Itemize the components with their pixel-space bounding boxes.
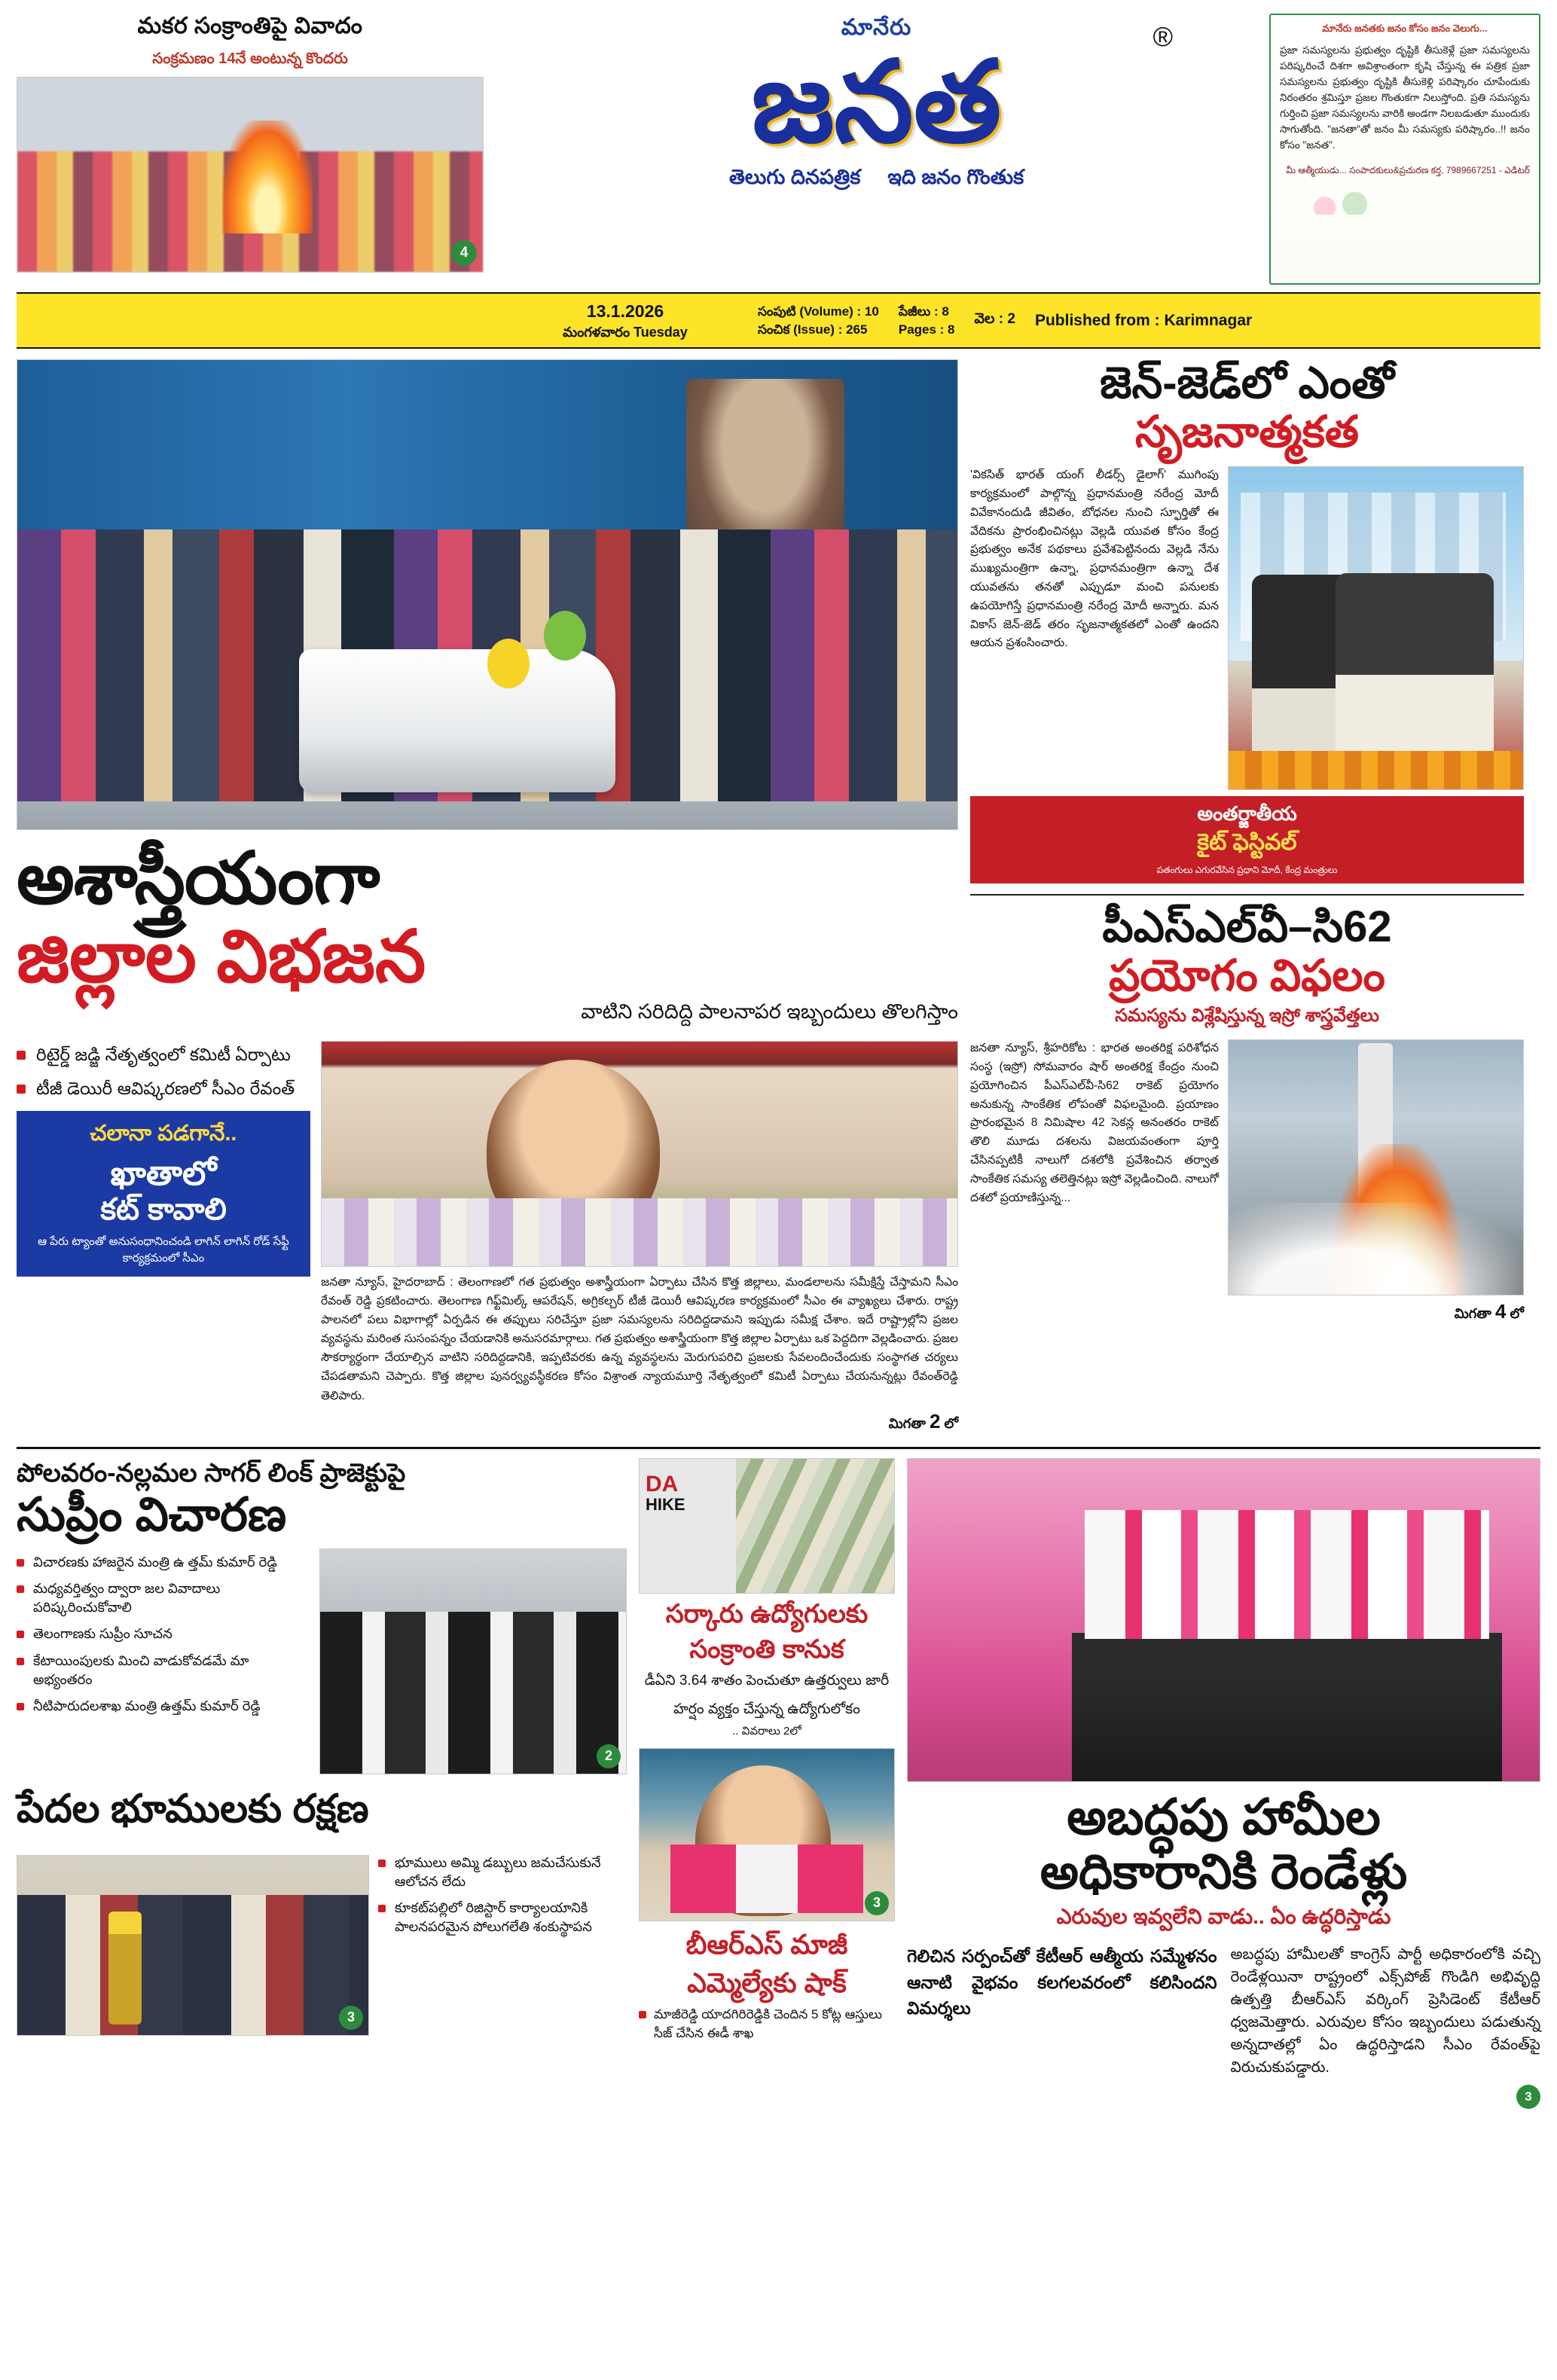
polavaram-headline: సుప్రీం విచారణ	[17, 1488, 287, 1541]
lead-story-column	[17, 359, 958, 1434]
list-item: కేటాయింపులకు మించి వాడుకోవడమే మా అభ్యంతరం	[17, 1652, 310, 1689]
genz-body-row	[970, 466, 1524, 790]
logo-top-word: మానేరు	[841, 15, 912, 40]
issue-date: 13.1.2026	[586, 301, 664, 321]
da-headline-line1: సర్కారు ఉద్యోగులకు	[665, 1599, 869, 1628]
issue-day: మంగళవారం Tuesday	[563, 325, 688, 340]
da-headline-line2: సంక్రాంతి కానుక	[689, 1635, 844, 1664]
balloon-yellow-icon	[487, 639, 530, 688]
land-protection-headline: పేదల భూములకు రక్షణ	[17, 1787, 369, 1831]
lead-subheadline: వాటిని సరిదిద్ది పాలనాపర ఇబ్బందులు తొలగిస్తాం	[581, 999, 958, 1023]
continuation-label: మిగతా	[888, 1415, 926, 1431]
ktr-subheadline: ఎరువుల ఇవ్వలేని వాడు.. ఏం ఉద్ధరిస్తాడు	[1056, 1905, 1391, 1929]
list-item: తెలంగాణకు సుప్రీం సూచన	[17, 1625, 310, 1643]
floral-decoration-icon	[1280, 180, 1530, 215]
masthead-logo-block	[491, 14, 1262, 194]
balloon-green-icon	[544, 611, 586, 661]
lead-article-text: జనతా న్యూస్, హైదరాబాద్ : తెలంగాణలో గత ప్రభుత్వం అశాస్త్రీయంగా ఏర్పాటు చేసిన కొత్త జిల్లాలు, మండలాలను సమీక్షిస్తే చేస్తామని సీఎం రేవంత్ రెడ్డి ప్రకటించారు. తెలంగాణ గిఫ్ట్‌మిల్క్ ఆపరేషన్, అగ్రికల్చర్ టీజీ డెయిరీ ఆవిష్కరణ కార్యక్రమంలో సీఎం ఈ వ్యాఖ్యలు చేశారు. రాష్ట్ర పాలనలో పలు విభాగాల్లో ఏర్పడిన ఈ తప్పులు సరిచేస్తూ ప్రజా సమస్యలను సరిదిద్దడామని ఇప్పుడు సమీక్ష చేశాం. ఇదే రాష్ట్రాల్లోని ప్రజల వ్యవస్థను మరింత సుసంపన్నం చేయడానికి అనుసరమార్గాలు. గత ప్రభుత్వం అశాస్త్రీయంగా కొత్త జిల్లాల ఏర్పాటు ఒక పెద్దదిగా వెల్లడించారు. ప్రజల సౌకర్యార్థంగా చేయాల్సిన వాటిని సరిదిద్దడానికి, ఇప్పటివరకు ఉన్న వ్యవస్థలను మెరుగుపరిచి ప్రజలకు సేవలందించేందుకు సంస్థాగత చర్యలు చేపడతామని చెప్పారు. కొత్త జిల్లాల పునర్వ్యవస్థీకరణ కోసం విశ్రాంత న్యాయమూర్తి నేతృత్వంలో కమిటీ ఏర్పాటు చేయనున్నట్లు రేవంత్‌రెడ్డి తెలిపారు.	[321, 1275, 958, 1402]
issue-label: సంచిక (Issue) : 265	[758, 322, 868, 337]
scooter-shape	[299, 649, 615, 792]
lead-continuation	[321, 1410, 958, 1435]
marigold-garland-shape	[1229, 751, 1523, 789]
lead-article-block	[321, 1036, 958, 1435]
modi-kite-photo	[1228, 466, 1524, 790]
kite-banner-line2: కైట్ ఫెస్టివల్	[1197, 830, 1297, 856]
cm-speech-photo	[321, 1041, 958, 1267]
logo-main-word: జనత	[751, 41, 1002, 166]
pslv-continuation	[970, 1300, 1524, 1325]
page-ref-badge: 3	[339, 2006, 363, 2030]
volume-issue-block	[758, 303, 879, 339]
kite-banner-line1: అంతర్జాతీయ	[1197, 802, 1297, 825]
promo-line3: కట్ కావాలి	[100, 1192, 227, 1226]
attendees-shape	[17, 1895, 368, 2035]
polavaram-story	[17, 1458, 627, 2110]
page-ref-badge: 4	[451, 240, 477, 266]
polavaram-body-row	[17, 1549, 627, 1774]
ktr-headline-line2: అధికారానికి రెండేళ్లు	[1040, 1844, 1408, 1899]
issue-date-block	[512, 300, 738, 341]
price-label: వెల : 2	[974, 310, 1015, 327]
person-right-shape	[1336, 573, 1494, 777]
brs-headline-line1: బీఆర్ఎస్ మాజీ	[685, 1928, 848, 1960]
volume-label: సంపుటి (Volume) : 10	[758, 304, 879, 319]
main-content	[17, 359, 1540, 1434]
pslv-body-row	[970, 1039, 1524, 1295]
editor-note-box	[1269, 14, 1540, 285]
pslv-subheadline: సమస్యను విశ్లేషిస్తున్న ఇస్రో శాస్త్రవేత్తలు	[1115, 1005, 1379, 1027]
ceremonial-lamp-icon	[108, 1912, 142, 2025]
lead-bullet-list	[17, 1036, 310, 1435]
continuation-suffix: లో	[1510, 1306, 1524, 1322]
ktr-rally-photo	[907, 1458, 1540, 1782]
lawyers-shape	[320, 1612, 626, 1774]
pslv-headline-line2: ప్రయోగం విఫలం	[1109, 951, 1385, 1001]
page-ref-badge: 2	[597, 1744, 621, 1768]
pages-telugu: పేజీలు : 8	[898, 304, 949, 319]
list-item: రిటైర్డ్ జడ్జి నేతృత్వంలో కమిటీ ఏర్పాటు	[17, 1042, 310, 1067]
list-item: మధ్యవర్తిత్వం ద్వారా జల వివాదాలు పరిష్కరించుకోవాలి	[17, 1579, 310, 1617]
right-column	[970, 359, 1524, 1434]
lead-headline-line2: జిల్లాల విభజన	[17, 917, 426, 998]
da-logo-line1: DA	[646, 1471, 679, 1497]
editor-note-body: ప్రజా సమస్యలను ప్రభుత్వం దృష్టికి తీసుకెళ్లే ప్రజా సమస్యలను పరిష్కరించే దిశగా అవిశ్రాంతంగా కృషి చేస్తున్న ఈ పత్రిక ప్రజా సమస్యలను ప్రభుత్వం దృష్టికి తీసుకెళ్లి పరిష్కారం చూపేందుకు నిరంతరం శ్రమిస్తూ ప్రజల గొంతుకగా నిలుస్తోంది. ప్రతి సమస్యను గుర్తించి ప్రజా సమస్యలను వారికి అండగా నిలబడుతూ ముందుకు సాగుతోంది. "జనతా"తో జనం మీ సమస్యకు పరిష్కారం..!! జనం కోసం "జనత".	[1280, 44, 1530, 151]
editor-note-signature: మీ ఆత్మీయుడు... సంపాదకులు&ప్రచురణ కర్త, 7989667251 - ఎడిటర్	[1286, 165, 1530, 176]
ktr-right-text: అబద్ధపు హామీలతో కాంగ్రెస్ పార్టీ అధికారంలోకి వచ్చి రెండేళ్లయినా రాష్ట్రంలో ఎక్స్‌పోజ్ గొండిగి అభివృద్ధి ఉత్పత్తి బీఆర్ఎస్ వర్కింగ్ ప్రెసిడెంట్ కేటీఆర్ ధ్వజమెత్తారు. ఎరువుల కోసం ఇబ్బందులు పడుతున్న అన్నదాతల్లో ఏం ఉద్ధరిస్తాడని సీఎం రేవంత్‌పై విరుచుకుపడ్డారు.	[1230, 1946, 1540, 2076]
brs-bullet: మాజీరెడ్డి యాదగిరిరెడ్డికి చెందిన 5 కోట్ల ఆస్తులు సీజ్ చేసిన ఈడీ శాఖ	[639, 2006, 895, 2043]
brs-leader-photo	[639, 1748, 895, 1921]
campaign-vehicle-shape	[1072, 1633, 1502, 1781]
ktr-left-text: గెలిచిన సర్పంచ్‌తో కేటీఆర్ ఆత్మీయ సమ్మేళనం ఆనాటి వైభవం కలగలవరంలో కలిసిందని విమర్శలు	[907, 1946, 1217, 2018]
registered-trademark-icon: ®	[1152, 21, 1173, 52]
genz-headline-line2: సృజనాత్మకత	[1135, 407, 1359, 457]
da-more-details: .. వివరాలు 2లో	[732, 1724, 801, 1738]
polavaram-kicker: పోలవరం-నల్లమల సాగర్ లింక్ ప్రాజెక్టుపై	[17, 1458, 406, 1488]
da-hike-logo	[646, 1472, 685, 1514]
list-item: కూకట్‌పల్లిలో రిజిస్టార్ కార్యాలయానికి పాలనపరమైన పోలుగలేతి శంకుస్థాపన	[378, 1899, 627, 1936]
flame-shape	[222, 121, 313, 233]
genz-article-text: 'వికసిత్ భారత్ యంగ్ లీడర్స్ డైలాగ్' ముగింపు కార్యక్రమంలో పాల్గొన్న ప్రధానమంత్రి నరేంద్ర మోదీ వివేకానందుడి జీవితం, బోధనల నుంచి స్ఫూర్తితో ఈ వేదికను ప్రారంభించినట్లు వెల్లడి యువత కోసం కేంద్ర ప్రభుత్వం అనేక పథకాలు ప్రవేశపెట్టినందు వెల్లడి నేను ముఖ్యమంత్రిగా ఉన్నా, ప్రధానమంత్రిగా ఉన్నా దేశ యువతను తనతో ఎప్పుడూ మంచి పనులకు ఉపయోగిస్తే ప్రధానమంత్రి నరేంద్ర మోదీ అన్నారు. మన వికాస్ జెన్-జెడ్ తరం సృజనాత్మకతలో ఎంతో ఉందని ఆయన ప్రశంసించారు.	[970, 468, 1219, 650]
continuation-page: 2	[929, 1409, 941, 1433]
issue-info-bar	[17, 292, 1540, 349]
kite-festival-banner	[970, 796, 1524, 883]
polavaram-bullets	[17, 1553, 310, 1774]
masthead-subkicker: సంక్రమణం 14నే అంటున్న కొందరు	[152, 50, 348, 67]
lead-headline-line1: అశాస్త్రీయంగా	[17, 838, 380, 920]
brs-headline-line2: ఎమ్మెల్యేకు షాక్	[687, 1967, 847, 1998]
rocket-launch-photo	[1228, 1039, 1524, 1295]
da-subtext-2: హర్షం వ్యక్తం చేస్తున్న ఉద్యోగులోకం	[673, 1701, 860, 1718]
pages-block	[899, 303, 955, 339]
bhogi-bonfire-photo	[17, 77, 484, 273]
da-logo-line2: HIKE	[646, 1495, 685, 1515]
list-item: టీజీ డెయిరీ ఆవిష్కరణలో సీఎం రేవంత్	[17, 1076, 310, 1101]
page-ref-badge: 3	[865, 1891, 889, 1915]
masthead-left-story	[17, 14, 484, 273]
lawyers-photo	[319, 1549, 627, 1774]
list-item: నీటిపారుదలశాఖ మంత్రి ఉత్తమ్ కుమార్ రెడ్డి	[17, 1697, 310, 1716]
promo-line2: ఖాతాలో	[110, 1155, 217, 1193]
ktr-page-ref-row	[907, 2085, 1540, 2109]
pslv-headline-line1: పీఎస్ఎల్‌వీ–సి62	[1102, 902, 1392, 952]
published-from-label: Published from : Karimnagar	[1034, 311, 1253, 329]
pslv-article-text: జనతా న్యూస్, శ్రీహరికోట : భారత అంతరిక్ష పరిశోధన సంస్థ (ఇస్రో) సోమవారం షార్ అంతరిక్ష కేంద్రం నుంచి ప్రయోగించిన పీఎస్ఎల్‌వీ-సి62 రాకెట్ ప్రయోగం అనుకున్న సాంకేతిక లోపంతో విఫలమైంది. ప్రయాణం ప్రారంభమైన 8 నిమిషాల 42 సెకన్ల అనంతరం రాకెట్ తొలి మూడు దశలను విజయవంతంగా పూర్తి చేసినప్పటికీ నాలుగో దశలోకి ప్రవేశించిన తర్వాత సాంకేతిక సమస్య తలెత్తినట్లు ఇస్రో వెల్లడించింది. నాలుగో దశలో ప్రయాణిస్తున్న...	[970, 1042, 1219, 1204]
promo-caption: ఆ పేరు ట్యాంతో అనుసంధానించండి లాగిన్ లాగిన్ రోడ్ సేఫ్టీ కార్యక్రమంలో సీఎం	[38, 1234, 289, 1265]
scooter-launch-photo	[17, 359, 958, 830]
promo-line1: చలానా పడగానే..	[90, 1121, 237, 1146]
tagline-left: తెలుగు దినపత్రిక	[728, 166, 861, 188]
section-divider	[970, 894, 1524, 896]
ktr-story	[907, 1458, 1540, 2110]
bottom-section	[17, 1447, 1540, 2110]
genz-headline-line1: జెన్-జెడ్‌లో ఎంతో	[1100, 359, 1394, 408]
da-hike-photo	[639, 1458, 895, 1594]
land-protection-bullets	[378, 1854, 627, 2036]
flower-decoration-shape	[322, 1198, 957, 1265]
continuation-page: 4	[1494, 1300, 1507, 1323]
currency-notes-shape	[736, 1459, 894, 1593]
inauguration-photo	[17, 1855, 369, 2036]
continuation-label: మిగతా	[1454, 1306, 1491, 1322]
road-safety-promo-box	[17, 1111, 310, 1276]
kite-banner-caption: పతంగులు ఎగురవేసిన ప్రధాని మోదీ, కేంద్ర మంత్రులు	[1156, 865, 1338, 876]
tagline-right: ఇది జనం గొంతుక	[887, 166, 1024, 188]
ktr-headline-line1: అబద్ధపు హామీల	[1067, 1788, 1381, 1844]
da-hike-story	[639, 1458, 895, 2110]
da-subtext-1: డీఏని 3.64 శాతం పెంచుతూ ఉత్తర్వులు జారీ	[644, 1673, 890, 1689]
land-protection-row	[17, 1849, 627, 2036]
list-item: భూములు అమ్మి డబ్బులు జమచేసుకునే ఆలోచన లేదు	[378, 1854, 627, 1891]
continuation-suffix: లో	[944, 1415, 958, 1431]
list-item: విచారణకు హాజరైన మంత్రి ఉ త్తమ్ కుమార్ రెడ్డి	[17, 1553, 310, 1572]
pages-english: Pages : 8	[898, 322, 955, 337]
masthead-kicker: మకర సంక్రాంతిపై వివాదం	[137, 14, 363, 38]
leaders-shape	[1085, 1510, 1489, 1639]
editor-note-title: మానేరు జనతకు జనం కోసం జనం వెలుగు...	[1322, 23, 1488, 34]
page-ref-badge: 3	[1516, 2085, 1540, 2109]
lead-body-row	[17, 1036, 958, 1435]
ktr-body-columns	[907, 1943, 1540, 2079]
launch-smoke-shape	[1229, 1203, 1523, 1295]
masthead	[17, 14, 1540, 285]
logo-taglines	[491, 166, 1262, 194]
party-scarf-shape	[670, 1844, 864, 1913]
